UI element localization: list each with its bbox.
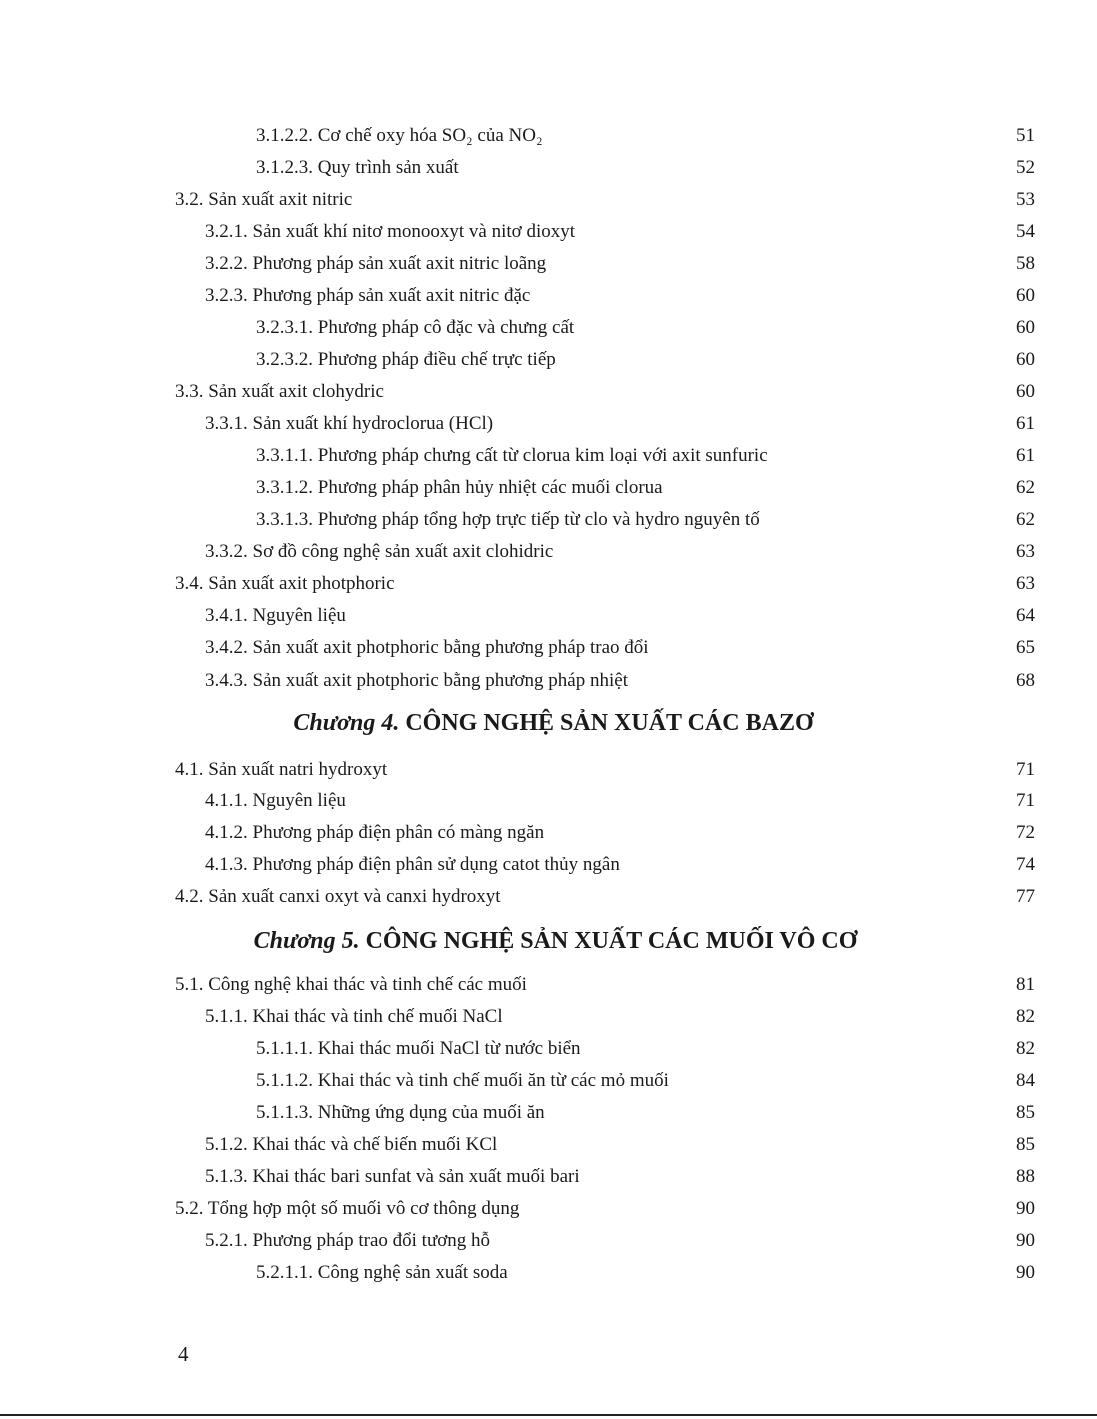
toc-entry-page: 58	[1016, 253, 1035, 274]
toc-entry	[0, 601, 1097, 631]
toc-entry	[0, 473, 1097, 503]
toc-entry	[0, 1130, 1097, 1160]
toc-entry-page: 60	[1016, 381, 1035, 402]
toc-entry	[0, 850, 1097, 880]
chapter-title: CÔNG NGHỆ SẢN XUẤT CÁC MUỐI VÔ CƠ	[365, 928, 858, 954]
toc-entry	[0, 281, 1097, 311]
toc-entry-page: 51	[1016, 125, 1035, 146]
toc-entry-label: 3.3.2. Sơ đồ công nghệ sản xuất axit clohidric	[205, 541, 554, 562]
toc-entry-page: 62	[1016, 509, 1035, 530]
toc-entry-label: 3.1.2.3. Quy trình sản xuất	[256, 157, 459, 178]
toc-entry-page: 68	[1016, 670, 1035, 691]
toc-entry	[0, 1098, 1097, 1128]
toc-entry-label: 4.1.1. Nguyên liệu	[205, 790, 346, 811]
toc-entry-label: 5.1.2. Khai thác và chế biến muối KCl	[205, 1134, 498, 1155]
toc-entry-page: 71	[1016, 759, 1035, 780]
toc-entry	[0, 755, 1097, 785]
toc-entry	[0, 505, 1097, 535]
toc-entry-label: 5.1.1.1. Khai thác muối NaCl từ nước biển	[256, 1038, 581, 1059]
toc-entry	[0, 970, 1097, 1000]
toc-entry-label: 3.3.1. Sản xuất khí hydroclorua (HCl)	[205, 413, 494, 434]
toc-entry-label: 5.2. Tổng hợp một số muối vô cơ thông dụng	[175, 1198, 520, 1219]
page-number: 4	[178, 1342, 189, 1366]
toc-entry	[0, 1226, 1097, 1256]
toc-entry-page: 77	[1016, 886, 1035, 907]
toc-entry	[0, 666, 1097, 696]
toc-entry-page: 85	[1016, 1102, 1035, 1123]
toc-entry	[0, 377, 1097, 407]
toc-entry-page: 64	[1016, 605, 1035, 626]
toc-entry-page: 74	[1016, 854, 1035, 875]
toc-entry-label: 5.1.1.2. Khai thác và tinh chế muối ăn từ các mỏ muối	[256, 1070, 669, 1091]
toc-entry-page: 81	[1016, 974, 1035, 995]
chapter-number: Chương 4.	[293, 710, 400, 736]
toc-entry	[0, 633, 1097, 663]
toc-entry-page: 84	[1016, 1070, 1035, 1091]
toc-entry-page: 90	[1016, 1198, 1035, 1219]
toc-entry-page: 61	[1016, 413, 1035, 434]
toc-entry-page: 82	[1016, 1038, 1035, 1059]
toc-entry-label: 3.4.1. Nguyên liệu	[205, 605, 346, 626]
toc-entry	[0, 249, 1097, 279]
toc-entry	[0, 153, 1097, 183]
toc-entry	[0, 786, 1097, 816]
toc-entry	[0, 818, 1097, 848]
toc-entry	[0, 1162, 1097, 1192]
toc-entry-label: 5.1.3. Khai thác bari sunfat và sản xuất muối bari	[205, 1166, 580, 1187]
toc-entry-page: 90	[1016, 1230, 1035, 1251]
toc-entry-label: 5.2.1.1. Công nghệ sản xuất soda	[256, 1262, 508, 1283]
toc-entry-label: 3.2.2. Phương pháp sản xuất axit nitric loãng	[205, 253, 547, 274]
toc-entry-page: 60	[1016, 285, 1035, 306]
toc-entry	[0, 1258, 1097, 1288]
toc-entry-label: 3.4.3. Sản xuất axit photphoric bằng phương pháp nhiệt	[205, 670, 628, 691]
toc-entry-label: 3.3.1.2. Phương pháp phân hủy nhiệt các muối clorua	[256, 477, 663, 498]
chapter-heading	[0, 924, 1097, 958]
toc-entry-label: 3.2.1. Sản xuất khí nitơ monooxyt và nitơ dioxyt	[205, 221, 575, 242]
toc-entry-label: 3.3.1.3. Phương pháp tổng hợp trực tiếp từ clo và hydro nguyên tố	[256, 509, 760, 530]
toc-entry	[0, 313, 1097, 343]
toc-entry	[0, 409, 1097, 439]
toc-entry-page: 61	[1016, 445, 1035, 466]
toc-entry-page: 52	[1016, 157, 1035, 178]
toc-entry-label: 3.4.2. Sản xuất axit photphoric bằng phương pháp trao đổi	[205, 637, 649, 658]
toc-entry-label: 3.2.3.1. Phương pháp cô đặc và chưng cất	[256, 317, 575, 338]
toc-entry	[0, 537, 1097, 567]
toc-entry-label: 3.3. Sản xuất axit clohydric	[175, 381, 384, 402]
toc-entry-page: 60	[1016, 317, 1035, 338]
toc-entry-page: 90	[1016, 1262, 1035, 1283]
toc-entry-page: 63	[1016, 573, 1035, 594]
toc-entry-label: 5.1. Công nghệ khai thác và tinh chế các muối	[175, 974, 527, 995]
toc-entry-page: 65	[1016, 637, 1035, 658]
toc-entry	[0, 185, 1097, 215]
toc-entry-label: 3.2.3. Phương pháp sản xuất axit nitric đặc	[205, 285, 531, 306]
toc-entry-label: 5.2.1. Phương pháp trao đổi tương hỗ	[205, 1230, 491, 1251]
toc-entry-page: 60	[1016, 349, 1035, 370]
toc-entry	[0, 569, 1097, 599]
toc-entry-label: 5.1.1. Khai thác và tinh chế muối NaCl	[205, 1006, 503, 1027]
toc-entry	[0, 121, 1097, 151]
toc-entry	[0, 882, 1097, 912]
toc-entry-page: 71	[1016, 790, 1035, 811]
toc-entry	[0, 217, 1097, 247]
toc-entry-label: 4.1.3. Phương pháp điện phân sử dụng catot thủy ngân	[205, 854, 620, 875]
toc-entry-label: 3.2.3.2. Phương pháp điều chế trực tiếp	[256, 349, 556, 370]
toc-entry-label: 4.1.2. Phương pháp điện phân có màng ngăn	[205, 822, 545, 843]
chapter-number: Chương 5.	[253, 928, 360, 954]
toc-entry-label: 4.1. Sản xuất natri hydroxyt	[175, 759, 388, 780]
bottom-divider	[0, 1414, 1097, 1416]
toc-entry	[0, 1194, 1097, 1224]
toc-entry-page: 54	[1016, 221, 1035, 242]
toc-entry	[0, 441, 1097, 471]
toc-entry-page: 62	[1016, 477, 1035, 498]
toc-entry	[0, 345, 1097, 375]
toc-entry-label: 3.1.2.2. Cơ chế oxy hóa SO₂ của NO₂	[256, 125, 543, 146]
toc-entry	[0, 1034, 1097, 1064]
toc-entry-label: 4.2. Sản xuất canxi oxyt và canxi hydroxyt	[175, 886, 501, 907]
chapter-heading	[0, 706, 1097, 740]
toc-entry-page: 72	[1016, 822, 1035, 843]
toc-entry-label: 3.3.1.1. Phương pháp chưng cất từ clorua kim loại với axit sunfuric	[256, 445, 768, 466]
toc-entry	[0, 1002, 1097, 1032]
toc-entry-page: 63	[1016, 541, 1035, 562]
chapter-title: CÔNG NGHỆ SẢN XUẤT CÁC BAZƠ	[405, 710, 814, 736]
toc-entry	[0, 1066, 1097, 1096]
toc-entry-label: 3.2. Sản xuất axit nitric	[175, 189, 353, 210]
toc-entry-label: 5.1.1.3. Những ứng dụng của muối ăn	[256, 1102, 545, 1123]
toc-entry-page: 53	[1016, 189, 1035, 210]
toc-entry-label: 3.4. Sản xuất axit photphoric	[175, 573, 395, 594]
toc-entry-page: 82	[1016, 1006, 1035, 1027]
toc-entry-page: 85	[1016, 1134, 1035, 1155]
toc-entry-page: 88	[1016, 1166, 1035, 1187]
